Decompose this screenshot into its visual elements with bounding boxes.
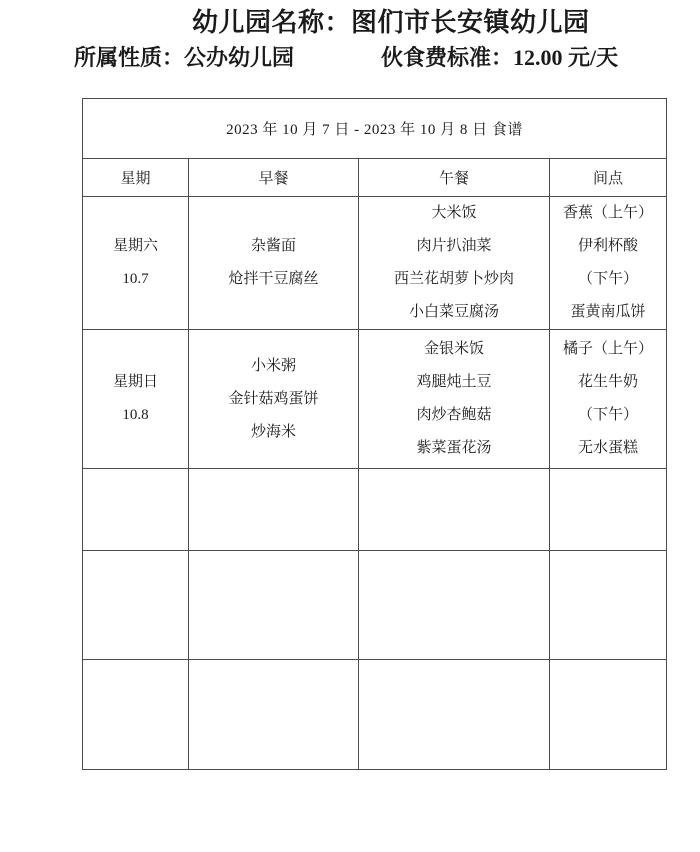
menu-item-text: 星期六 xyxy=(112,238,158,254)
cell-breakfast xyxy=(189,330,359,469)
cell-day xyxy=(83,197,189,330)
menu-item-text: 星期日 xyxy=(112,374,158,390)
cell-lunch xyxy=(359,551,550,660)
menu-item-text: 香蕉（上午） xyxy=(562,205,653,221)
column-header-lunch: 午餐 xyxy=(359,159,550,197)
table-header-row xyxy=(83,159,667,197)
menu-row xyxy=(83,197,667,330)
menu-item-text: 炝拌干豆腐丝 xyxy=(228,271,319,287)
menu-item-text: 无水蛋糕 xyxy=(577,440,638,456)
menu-item-text: 杂酱面 xyxy=(250,238,296,254)
cell-breakfast xyxy=(189,551,359,660)
menu-table-body xyxy=(83,197,667,770)
cell-day xyxy=(83,330,189,469)
cell-lunch xyxy=(359,197,550,330)
menu-row xyxy=(83,469,667,551)
ownership-type-text: 所属性质：公办幼儿园 xyxy=(74,45,295,70)
cell-snack xyxy=(550,197,667,330)
menu-item-text: 10.7 xyxy=(122,271,149,287)
cell-snack xyxy=(550,551,667,660)
menu-item-text: 鸡腿炖土豆 xyxy=(416,374,492,390)
cell-snack xyxy=(550,469,667,551)
cell-lunch xyxy=(359,660,550,770)
cell-breakfast xyxy=(189,197,359,330)
menu-item-text: 大米饭 xyxy=(431,205,477,221)
menu-item-text: 金银米饭 xyxy=(423,341,484,357)
menu-row xyxy=(83,330,667,469)
menu-item-text: 橘子（上午） xyxy=(562,341,653,357)
column-header-day: 星期 xyxy=(83,159,189,197)
menu-row xyxy=(83,660,667,770)
menu-item-text: 小白菜豆腐汤 xyxy=(408,304,499,320)
menu-item-text: 金针菇鸡蛋饼 xyxy=(228,390,319,407)
menu-item-text: 肉炒杏鲍菇 xyxy=(416,407,492,423)
menu-item-text: （下午） xyxy=(577,407,638,423)
menu-item-text: 炒海米 xyxy=(250,423,296,440)
column-header-breakfast: 早餐 xyxy=(189,159,359,197)
column-header-snack: 间点 xyxy=(550,159,667,197)
meal-fee-standard-text: 伙食费标准：12.00 元/天 xyxy=(381,45,619,70)
table-caption-row xyxy=(83,99,667,159)
cell-snack xyxy=(550,660,667,770)
cell-lunch xyxy=(359,469,550,551)
date-range-title: 2023 年 10 月 7 日 - 2023 年 10 月 8 日 食谱 xyxy=(83,99,667,159)
menu-item-text: 紫菜蛋花汤 xyxy=(416,440,492,456)
menu-item-text: 花生牛奶 xyxy=(577,374,638,390)
menu-item-text: 小米粥 xyxy=(250,357,296,374)
cell-day xyxy=(83,551,189,660)
menu-table xyxy=(82,98,667,770)
menu-item-text: （下午） xyxy=(577,271,638,287)
cell-breakfast xyxy=(189,469,359,551)
page-title: 幼儿园名称：图们市长安镇幼儿园 xyxy=(192,8,590,37)
cell-snack xyxy=(550,330,667,469)
menu-item-text: 伊利杯酸 xyxy=(577,238,638,254)
cell-breakfast xyxy=(189,660,359,770)
menu-item-text: 西兰花胡萝卜炒肉 xyxy=(393,271,514,287)
menu-item-text: 肉片扒油菜 xyxy=(416,238,492,254)
cell-day xyxy=(83,469,189,551)
menu-item-text: 10.8 xyxy=(122,407,149,423)
cell-lunch xyxy=(359,330,550,469)
menu-item-text: 蛋黄南瓜饼 xyxy=(570,304,646,320)
menu-row xyxy=(83,551,667,660)
cell-day xyxy=(83,660,189,770)
